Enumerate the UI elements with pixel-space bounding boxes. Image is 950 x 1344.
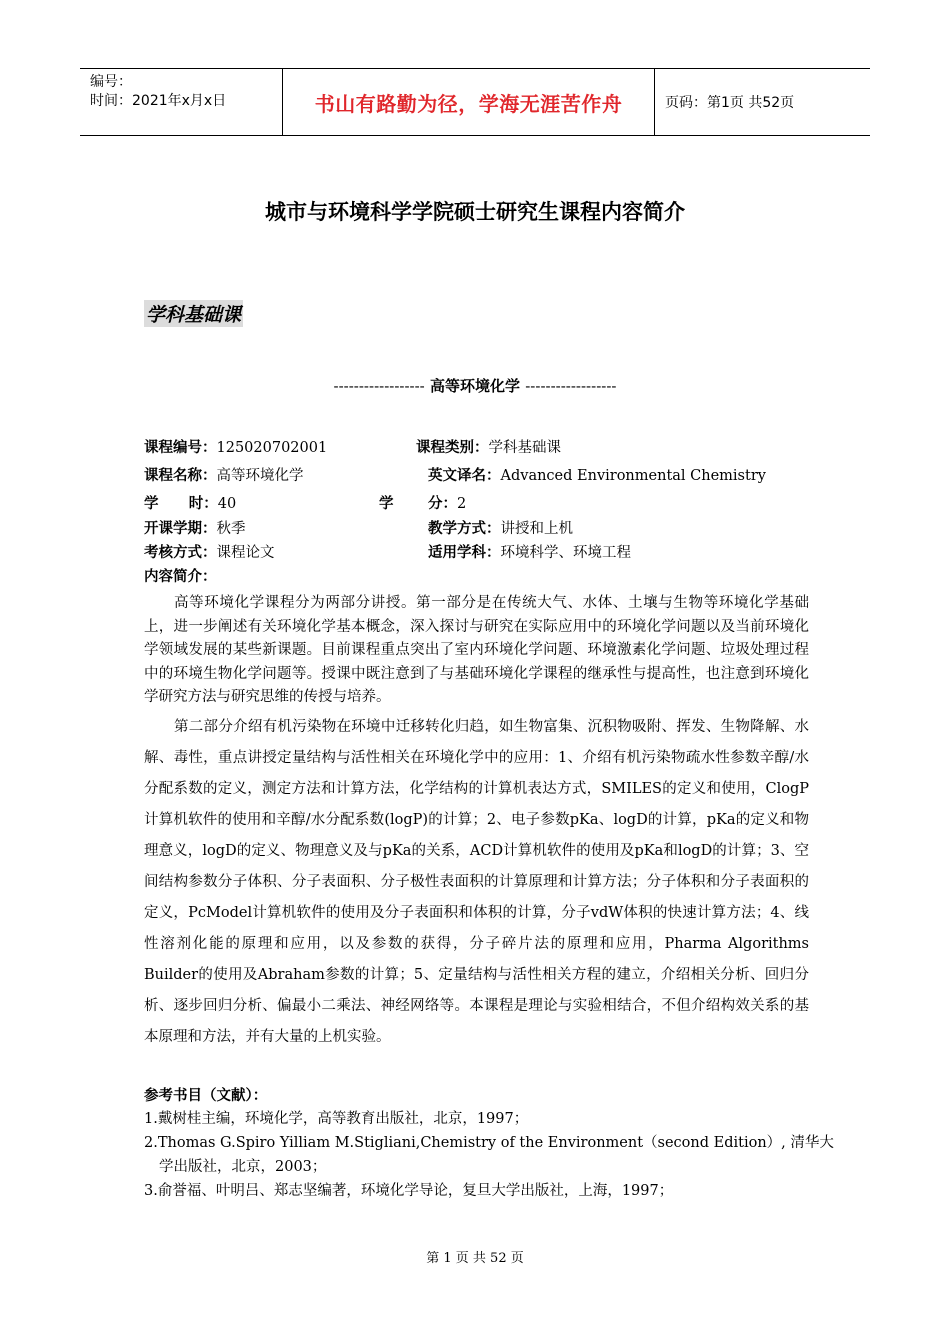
course-discipline (428, 543, 631, 563)
page-footer: 第 1 页 共 52 页 (426, 1251, 524, 1266)
course-category-label: 课程类别： (416, 440, 489, 456)
course-exam-value: 课程论文 (216, 545, 275, 561)
paragraph-1-text: 高等环境化学课程分为两部分讲授。第一部分是在传统大气、水体、土壤与生物等环境化学基础上，进一步阐述有关环境化学基本概念，深入探讨与研究在实际应用中的环境化学问题以及当前环境化学领域发展的某些新课题。目前课程重点突出了室内环境化学问题、环境激素化学问题、垃圾处理过程中的环境生物化学问题等。授课中既注意到了与基础环境化学课程的继承性与提高性，也注意到环境化学研究方法与研究思维的传授与培养。 (144, 595, 809, 705)
references (144, 1085, 844, 1203)
section-heading: 学科基础课 (144, 300, 243, 327)
references-title: 参考书目（文献）： (144, 1088, 268, 1104)
course-hours (144, 494, 236, 514)
course-intro-label: 内容简介： (144, 569, 217, 585)
page-title: 城市与环境科学学院硕士研究生课程内容简介 (265, 200, 685, 224)
course-method-label: 教学方式： (428, 521, 501, 537)
course-english (428, 466, 766, 486)
course-method-value: 讲授和上机 (500, 521, 573, 537)
course-english-value: Advanced Environmental Chemistry (500, 468, 766, 484)
header-meta (80, 69, 282, 135)
dashes-right: ------------------ (525, 377, 617, 395)
course-credit-value: 2 (457, 496, 467, 512)
time-label: 时间：2021年x月x日 (90, 93, 227, 109)
course-semester-label: 开课学期： (144, 521, 217, 537)
course-name (144, 466, 304, 486)
course-exam-label: 考核方式： (144, 545, 217, 561)
course-code (144, 438, 327, 458)
reference-item: 1.戴树桂主编，环境化学，高等教育出版社，北京，1997； (144, 1111, 529, 1127)
course-exam (144, 543, 275, 563)
paragraph-2-text: 第二部分介绍有机污染物在环境中迁移转化归趋，如生物富集、沉积物吸附、挥发、生物降解、水解、毒性，重点讲授定量结构与活性相关在环境化学中的应用：1、介绍有机污染物疏水性参数辛醇/水分配系数的定义，测定方法和计算方法，化学结构的计算机表达方式，SMILES的定义和使用，ClogP计算机软件的使用和辛醇/水分配系数(logP)的计算；2、电子参数pKa、logD的计算，pKa的定义和物理意义，logD的定义、物理意义及与pKa的关系，ACD计算机软件的使用及pKa和logD的计算；3、空间结构参数分子体积、分子表面积、分子极性表面积的计算原理和计算方法；分子体积和分子表面积的定义，PcModel计算机软件的使用及分子表面积和体积的计算，分子vdW体积的快速计算方法；4、线性溶剂化能的原理和应用，以及参数的获得，分子碎片法的原理和应用，Pharma Algorithms Builder的使用及Abraham参数的计算；5、定量结构与活性相关方程的建立，介绍相关分析、回归分析、逐步回归分析、偏最小二乘法、神经网络等。本课程是理论与实验相结合，不但介绍构效关系的基本原理和方法，并有大量的上机实验。 (144, 719, 809, 1045)
course-discipline-label: 适用学科： (428, 545, 501, 561)
course-category-value: 学科基础课 (488, 440, 561, 456)
course-credit-label-part1 (379, 494, 394, 514)
number-label: 编号： (90, 74, 132, 90)
header-motto: 书山有路勤为径，学海无涯苦作舟 (282, 69, 655, 135)
page-header (80, 68, 870, 136)
intro-paragraph-2 (144, 712, 809, 1053)
course-semester (144, 519, 246, 539)
course-code-label: 课程编号： (144, 440, 217, 456)
dashes-left: ------------------ (333, 377, 425, 395)
course-title (0, 375, 950, 396)
course-intro-heading (144, 567, 217, 587)
header-page-info: 页码：第1页 共52页 (665, 95, 795, 111)
course-discipline-value: 环境科学、环境工程 (500, 545, 631, 561)
course-semester-value: 秋季 (216, 521, 246, 537)
reference-item: 2.Thomas G.Spiro Yilliam M.Stigliani,Chemistry of the Environment（second Edition）, 清华大学出版社，北京，2003； (144, 1135, 834, 1175)
course-name-label: 课程名称： (144, 468, 217, 484)
course-credit-label-1: 学 (379, 496, 394, 512)
course-hours-value: 40 (217, 496, 237, 512)
reference-item: 3.俞誉福、叶明吕、郑志坚编著，环境化学导论，复旦大学出版社，上海，1997； (144, 1183, 674, 1199)
course-hours-label: 学 时： (144, 496, 218, 512)
course-method (428, 519, 573, 539)
course-code-value: 125020702001 (216, 440, 328, 456)
course-category (416, 438, 561, 458)
course-credit (428, 494, 466, 514)
course-english-label: 英文译名： (428, 468, 501, 484)
course-name-value: 高等环境化学 (216, 468, 304, 484)
course-credit-label-2: 分： (428, 496, 457, 512)
course-name-title: 高等环境化学 (429, 377, 520, 395)
intro-paragraph-1 (144, 592, 809, 710)
